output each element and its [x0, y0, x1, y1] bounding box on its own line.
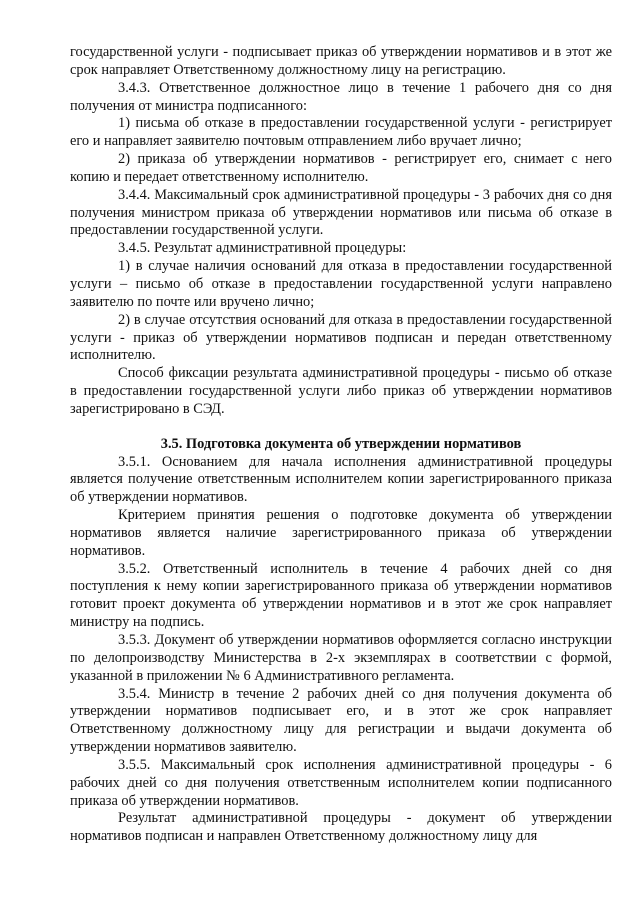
- paragraph-item-2: 2) приказа об утверждении нормативов - регистрирует его, снимает с него копию и передает ответственному исполнителю.: [70, 151, 612, 185]
- section-heading: 3.5. Подготовка документа об утверждении нормативов: [160, 435, 522, 452]
- paragraph-continuation: государственной услуги - подписывает приказ об утверждении нормативов и в этот же срок направляет Ответственному должностному лицу на регистрацию.: [70, 44, 612, 78]
- paragraph-decision-criterion: Критерием принятия решения о подготовке документа об утверждении нормативов является наличие зарегистрированного приказа об утверждении нормативов.: [70, 507, 612, 559]
- paragraph-3-4-3: 3.4.3. Ответственное должностное лицо в течение 1 рабочего дня со дня получения от министра подписанного:: [70, 79, 612, 114]
- paragraph-3-5-5: 3.5.5. Максимальный срок исполнения административной процедуры - 6 рабочих дней со дня получения ответственным исполнителем копии подписанного приказа об утверждении нормативов.: [70, 756, 612, 809]
- paragraph-3-5-3: 3.5.3. Документ об утверждении нормативов оформляется согласно инструкции по делопроизводству Министерства в 2-х экземплярах в соответствии с формой, указанной в приложении № 6 Административного регламента.: [70, 632, 612, 684]
- paragraph-3-5-2: 3.5.2. Ответственный исполнитель в течение 4 рабочих дней со дня поступления к нему копии зарегистрированного приказа об утверждении нормативов готовит проект документа об утверждении нормативов и в этот же срок направляет министру на подпись.: [70, 560, 612, 631]
- paragraph-3-4-4: 3.4.4. Максимальный срок административной процедуры - 3 рабочих дня со дня получения министром приказа об утверждении нормативов или письма об отказе в предоставлении государственной услуги.: [70, 186, 612, 239]
- paragraph-fixation-method: Способ фиксации результата административной процедуры - письмо об отказе в предоставлении государственной услуги либо приказ об утверждении нормативов зарегистрировано в СЭД.: [70, 365, 612, 417]
- paragraph-3-5-4: 3.5.4. Министр в течение 2 рабочих дней со дня получения документа об утверждении нормативов подписывает его, и в этот же срок направляет Ответственному должностному лицу для регистрации и выдачи документа об утверждении нормативов заявителю.: [70, 685, 612, 756]
- document-page: [70, 44, 612, 846]
- paragraph-result-item-2: 2) в случае отсутствия оснований для отказа в предоставлении государственной услуги - приказ об утверждении нормативов подписан и передан ответственному исполнителю.: [70, 311, 612, 364]
- paragraph-item-1: 1) письма об отказе в предоставлении государственной услуги - регистрирует его и направляет заявителю почтовым отправлением либо вручает лично;: [70, 115, 612, 150]
- paragraph-3-5-1: 3.5.1. Основанием для начала исполнения административной процедуры является получение ответственным исполнителем копии зарегистрированного приказа об утверждении нормативов.: [70, 453, 612, 506]
- paragraph-3-4-5: 3.4.5. Результат административной процедуры:: [118, 240, 407, 257]
- paragraph-result-item-1: 1) в случае наличия оснований для отказа в предоставлении государственной услуги – письмо об отказе в предоставлении государственной услуги направлено заявителю по почте или вручено лично;: [70, 258, 612, 310]
- paragraph-procedure-result: Результат административной процедуры - документ об утверждении нормативов подписан и направлен Ответственному должностному лицу для: [70, 810, 612, 845]
